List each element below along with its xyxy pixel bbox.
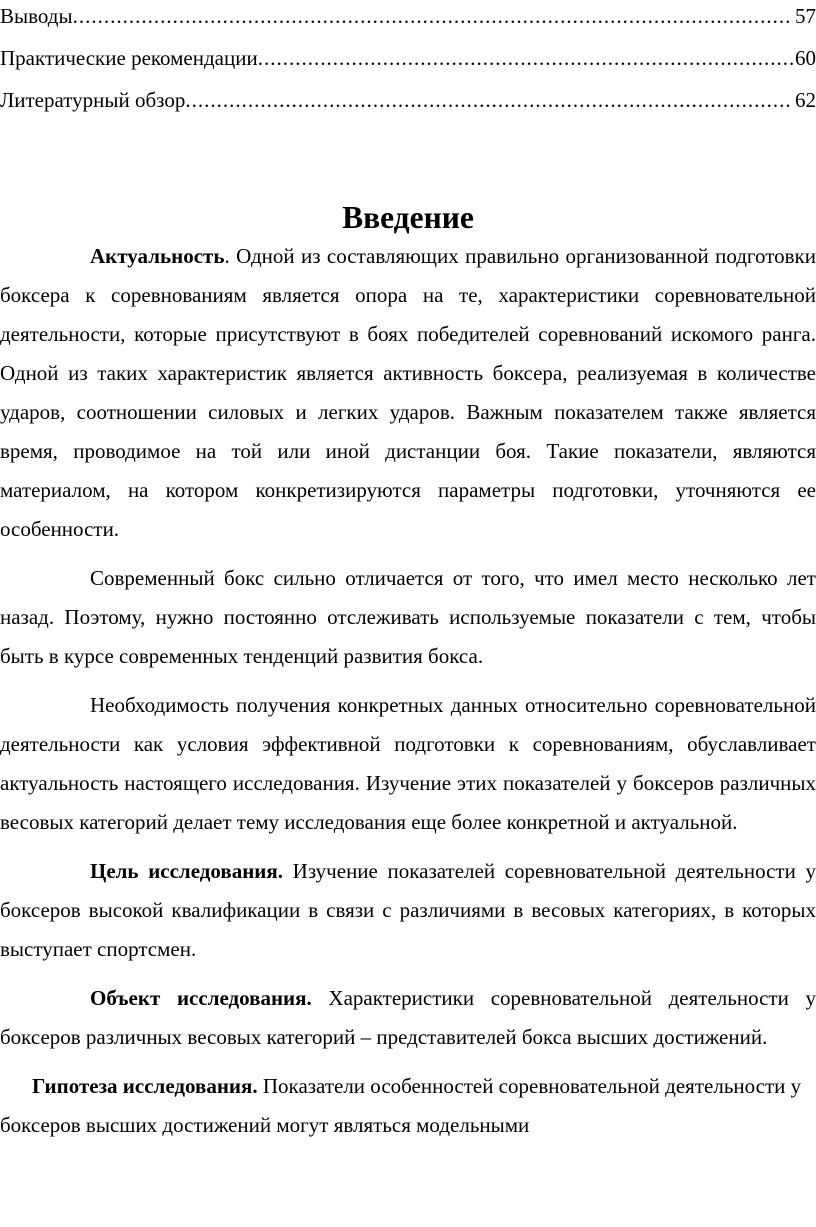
toc-entry-page: 57	[795, 4, 816, 28]
paragraph-necessity: Необходимость получения конкретных данных относительно соревновательной деятельности как условия эффективной подготовки к соревнованиям, обуславливает актуальность настоящего исследования. Изучение этих показателей у боксеров различных весовых категорий делает тему исследования еще более конкретной и актуальной.	[0, 693, 816, 834]
toc-leader-dots	[73, 1, 793, 31]
paragraph-relevance	[0, 237, 816, 549]
paragraph-modern-boxing: Современный бокс сильно отличается от того, что имел место несколько лет назад. Поэтому, нужно постоянно отслеживать используемые показатели с тем, чтобы быть в курсе современных тенденций развития бокса.	[0, 566, 816, 668]
toc-entry-title: Литературный обзор	[0, 88, 186, 112]
paragraph-goal	[0, 852, 816, 969]
hypothesis-text: Показатели особенностей соревновательной деятельности у боксеров высших достижений могут являться модельными	[0, 1074, 802, 1137]
toc-entry-page: 62	[795, 88, 816, 112]
main-text	[0, 198, 816, 1145]
toc-entry-title: Практические рекомендации	[0, 46, 258, 70]
toc-leader-dots	[258, 43, 793, 73]
paragraph-object	[0, 979, 816, 1057]
object-lead: Объект исследования.	[90, 986, 312, 1010]
table-of-contents	[0, 0, 816, 127]
goal-text: Изучение показателей соревновательной деятельности у боксеров высокой квалификации в связи с различиями в весовых категориях, в которых выступает спортсмен.	[0, 859, 816, 961]
toc-entry[interactable]	[0, 43, 816, 85]
paragraph-hypothesis	[0, 1067, 816, 1145]
relevance-text: . Одной из составляющих правильно организованной подготовки боксера к соревнованиям является опора на те, характеристики соревновательной деятельности, которые присутствуют в боях победителей соревнований искомого ранга. Одной из таких характеристик является активность боксера, реализуемая в количестве ударов, соотношении силовых и легких ударов. Важным показателем также является время, проводимое на той или иной дистанции боя. Такие показатели, являются материалом, на котором конкретизируются параметры подготовки, уточняются ее особенности.	[0, 244, 816, 541]
toc-entry-title: Выводы	[0, 4, 73, 28]
object-text: Характеристики соревновательной деятельности у боксеров различных весовых категорий – представителей бокса высших достижений.	[0, 986, 816, 1049]
toc-entry[interactable]	[0, 1, 816, 43]
section-heading: Введение	[342, 200, 474, 235]
goal-lead: Цель исследования.	[90, 859, 284, 883]
toc-entry-page: 60	[795, 46, 816, 70]
toc-entry[interactable]	[0, 85, 816, 127]
toc-leader-dots	[185, 85, 793, 115]
hypothesis-lead: Гипотеза исследования.	[32, 1074, 258, 1098]
relevance-lead: Актуальность	[90, 244, 225, 268]
